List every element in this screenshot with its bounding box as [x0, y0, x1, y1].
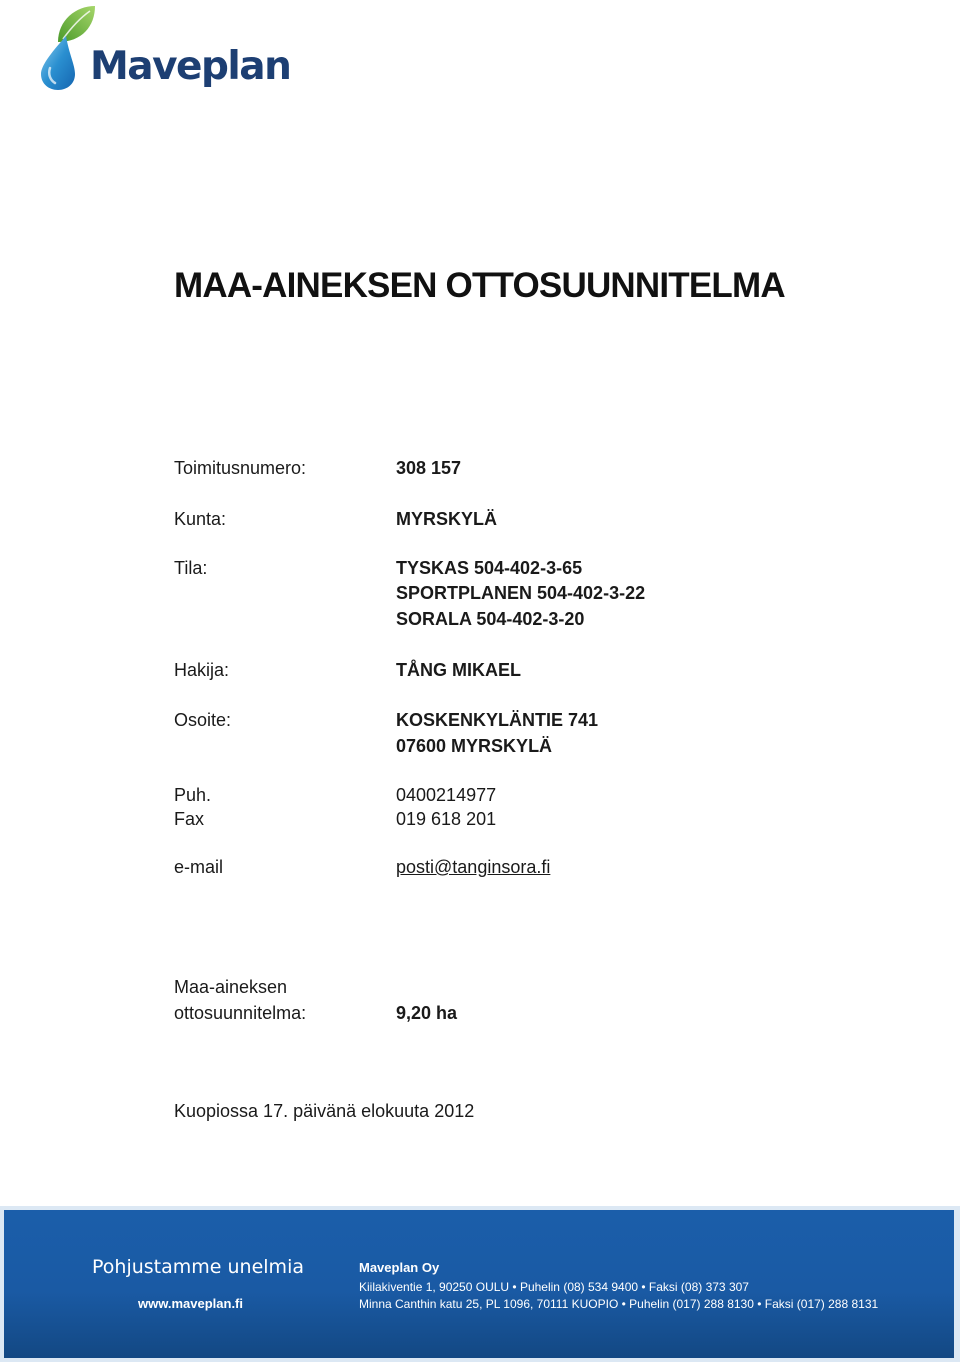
address-line-1: KOSKENKYLÄNTIE 741 [396, 710, 599, 730]
delivery-number-label: Toimitusnumero: [174, 458, 307, 478]
municipality-label: Kunta: [174, 509, 227, 529]
address-line-2: 07600 MYRSKYLÄ [396, 736, 553, 756]
footer-oulu-office: Kiilakiventie 1, 90250 OULU • Puhelin (08) 534 9400 • Faksi (08) 373 307 [359, 1280, 749, 1294]
applicant-value: TÅNG MIKAEL [396, 660, 521, 680]
fax-label: Fax [174, 809, 205, 829]
fax-value: 019 618 201 [396, 809, 497, 829]
footer-kuopio-office: Minna Canthin katu 25, PL 1096, 70111 KUOPIO • Puhelin (017) 288 8130 • Faksi (017) 288 8131 [359, 1297, 879, 1311]
document-title: MAA-AINEKSEN OTTOSUUNNITELMA [174, 266, 785, 305]
phone-label: Puh. [174, 785, 212, 805]
phone-value: 0400214977 [396, 785, 497, 805]
estate-label: Tila: [174, 558, 208, 578]
email-link[interactable]: posti@tanginsora.fi [396, 857, 551, 877]
estate-value-1: TYSKAS 504-402-3-65 [396, 558, 583, 578]
plan-label-line-1: Maa-aineksen [174, 977, 288, 997]
footer-slogan: Pohjustamme unelmia [92, 1256, 304, 1278]
footer-website-link[interactable]: www.maveplan.fi [138, 1296, 243, 1311]
logo-wordmark: Maveplan [90, 44, 291, 89]
delivery-number-value: 308 157 [396, 458, 462, 478]
leaf-drop-icon [38, 2, 98, 90]
place-date-line: Kuopiossa 17. päivänä elokuuta 2012 [174, 1101, 475, 1121]
plan-area-value: 9,20 ha [396, 1003, 458, 1023]
footer-company-name: Maveplan Oy [359, 1260, 440, 1275]
address-label: Osoite: [174, 710, 232, 730]
estate-value-2: SPORTPLANEN 504-402-3-22 [396, 583, 646, 603]
maveplan-logo [38, 2, 298, 94]
estate-value-3: SORALA 504-402-3-20 [396, 609, 585, 629]
municipality-value: MYRSKYLÄ [396, 509, 498, 529]
email-label: e-mail [174, 857, 224, 877]
footer-banner [4, 1210, 954, 1358]
applicant-label: Hakija: [174, 660, 230, 680]
plan-label-line-2: ottosuunnitelma: [174, 1003, 307, 1023]
